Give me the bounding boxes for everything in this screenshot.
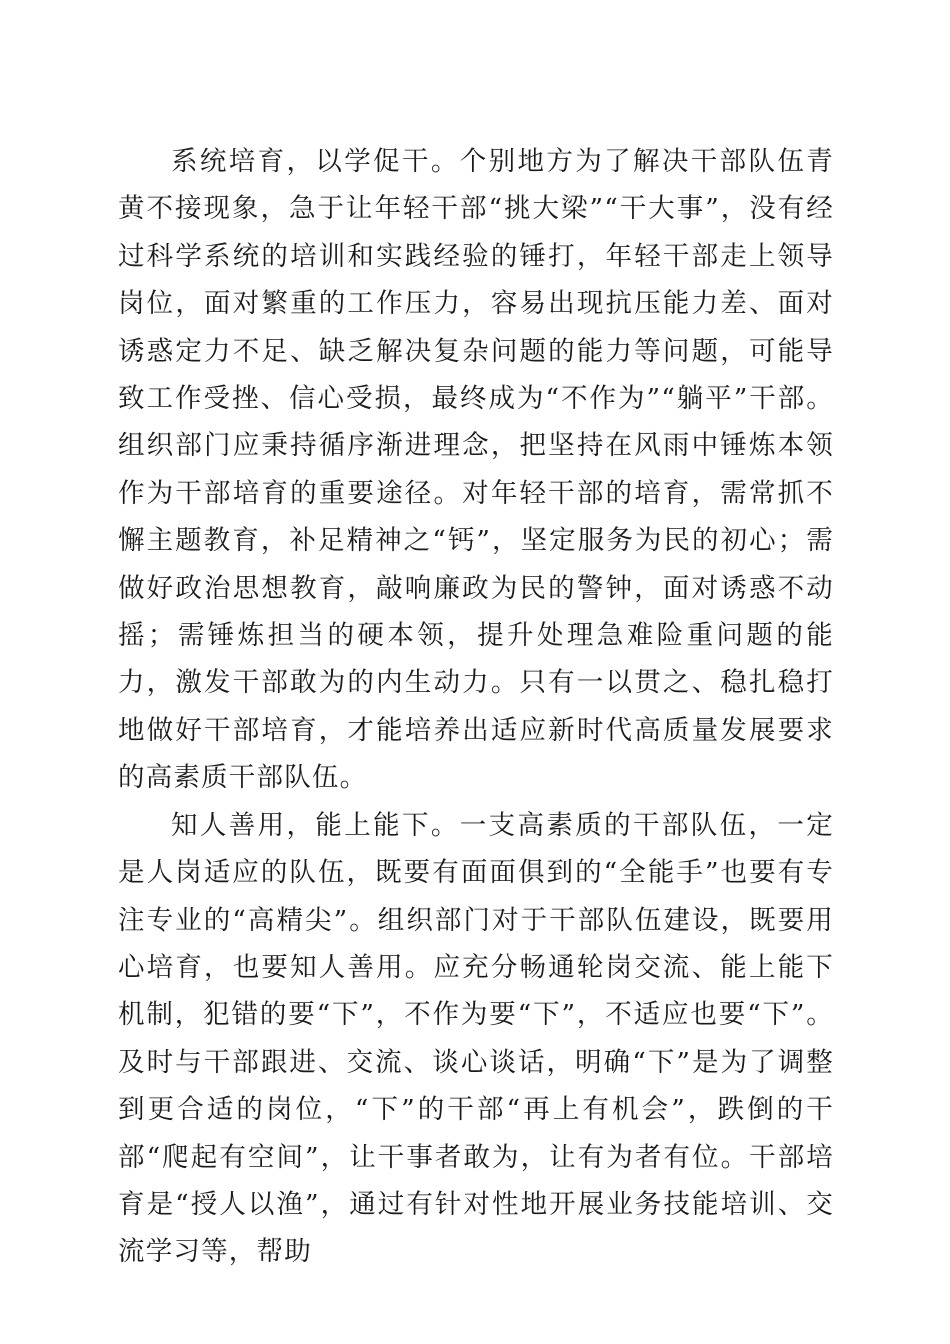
paragraph-appropriate-appointment: 知人善用，能上能下。一支高素质的干部队伍，一定是人岗适应的队伍，既要有面面俱到的“全能手”也要有专注专业的“高精尖”。组织部门对于干部队伍建设，既要用心培育，也要知人善用。应充分畅通轮岗交流、能上能下机制，犯错的要“下”，不作为要“下”，不适应也要“下”。及时与干部跟进、交流、谈心谈话，明确“下”是为了调整到更合适的岗位，“下”的干部“再上有机会”，跌倒的干部“爬起有空间”，让干事者敢为，让有为者有位。干部培育是“授人以渔”，通过有针对性地开展业务技能培训、交流学习等，帮助 bbox=[118, 809, 834, 1268]
paragraph-systematic-training: 系统培育，以学促干。个别地方为了解决干部队伍青黄不接现象，急于让年轻干部“挑大梁”“干大事”，没有经过科学系统的培训和实践经验的锤打，年轻干部走上领导岗位，面对繁重的工作压力，容易出现抗压能力差、面对诱惑定力不足、缺乏解决复杂问题的能力等问题，可能导致工作受挫、信心受损，最终成为“不作为”“躺平”干部。组织部门应秉持循序渐进理念，把坚持在风雨中锤炼本领作为干部培育的重要途径。对年轻干部的培育，需常抓不懈主题教育，补足精神之“钙”，坚定服务为民的初心；需做好政治思想教育，敲响廉政为民的警钟，面对诱惑不动摇；需锤炼担当的硬本领，提升处理急难险重问题的能力，激发干部敢为的内生动力。只有一以贯之、稳扎稳打地做好干部培育，才能培养出适应新时代高质量发展要求的高素质干部队伍。 bbox=[118, 146, 834, 794]
document-body bbox=[118, 138, 834, 1276]
